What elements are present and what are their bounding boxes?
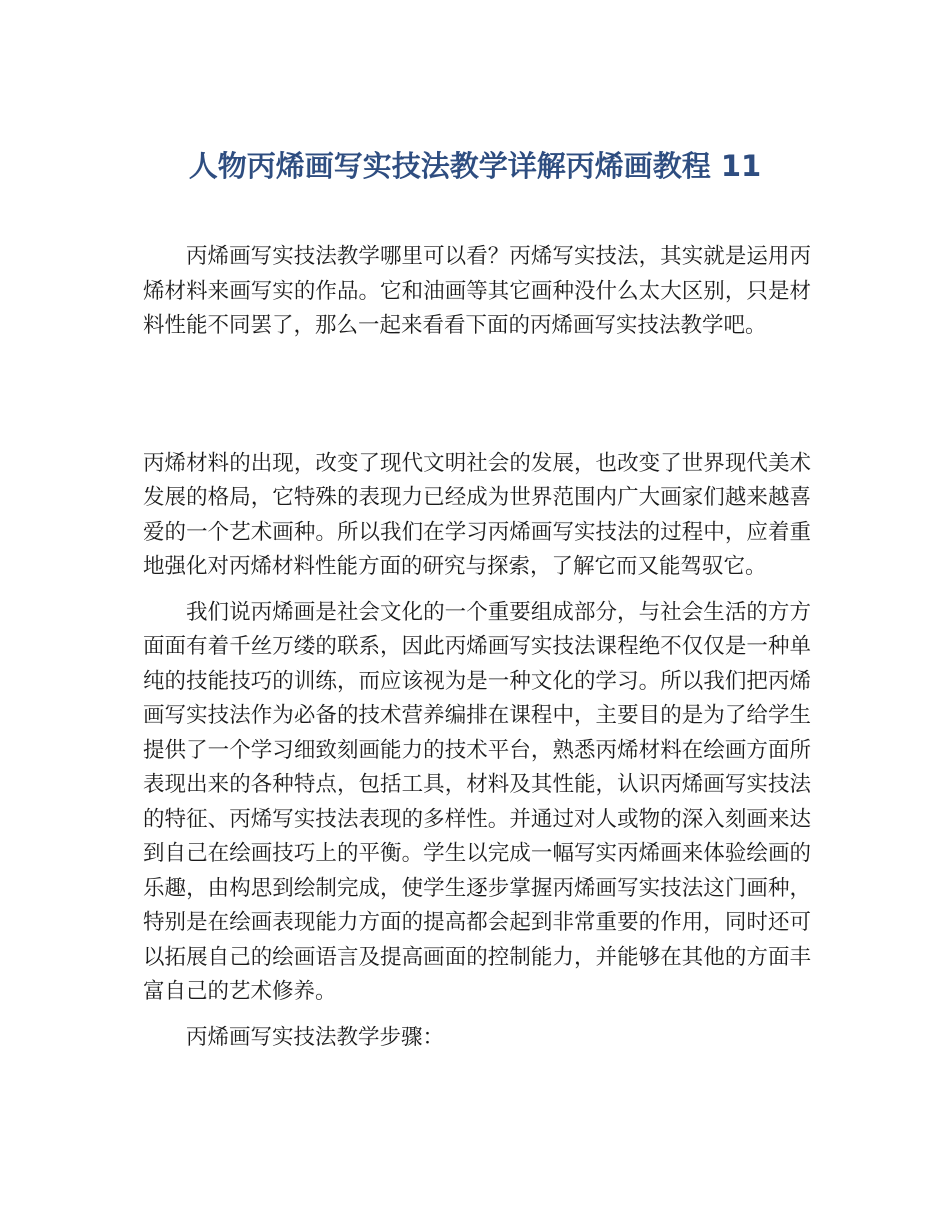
paragraph-steps-heading: 丙烯画写实技法教学步骤： <box>186 1024 445 1050</box>
document-title: 人物丙烯画写实技法教学详解丙烯画教程 11 <box>188 149 762 183</box>
paragraph-gap <box>143 585 811 596</box>
paragraph-gap <box>143 1010 811 1021</box>
paragraph-gap <box>143 344 811 447</box>
paragraph-culture: 我们说丙烯画是社会文化的一个重要组成部分，与社会生活的方方面面有着千丝万缕的联系，因此丙烯画写实技法课程绝不仅仅是一种单纯的技能技巧的训练，而应该视为是一种文化的学习。所以我们把丙烯画写实技法作为必备的技术营养编排在课程中，主要目的是为了给学生提供了一个学习细致刻画能力的技术平台，熟悉丙烯材料在绘画方面所表现出来的各种特点，包括工具，材料及其性能，认识丙烯画写实技法的特征、丙烯写实技法表现的多样性。并通过对人或物的深入刻画来达到自己在绘画技巧上的平衡。学生以完成一幅写实丙烯画来体验绘画的乐趣，由构思到绘制完成，使学生逐步掌握丙烯画写实技法这门画种，特别是在绘画表现能力方面的提高都会起到非常重要的作用，同时还可以拓展自己的绘画语言及提高画面的控制能力，并能够在其他的方面丰富自己的艺术修养。 <box>143 599 811 1004</box>
document-body <box>143 240 811 1055</box>
paragraph-intro: 丙烯画写实技法教学哪里可以看？丙烯写实技法，其实就是运用丙烯材料来画写实的作品。它和油画等其它画种没什么太大区别，只是材料性能不同罢了，那么一起来看看下面的丙烯画写实技法教学吧。 <box>143 244 811 338</box>
paragraph-material: 丙烯材料的出现，改变了现代文明社会的发展，也改变了世界现代美术发展的格局，它特殊的表现力已经成为世界范围内广大画家们越来越喜爱的一个艺术画种。所以我们在学习丙烯画写实技法的过程中，应着重地强化对丙烯材料性能方面的研究与探索，了解它而又能驾驭它。 <box>143 450 811 579</box>
